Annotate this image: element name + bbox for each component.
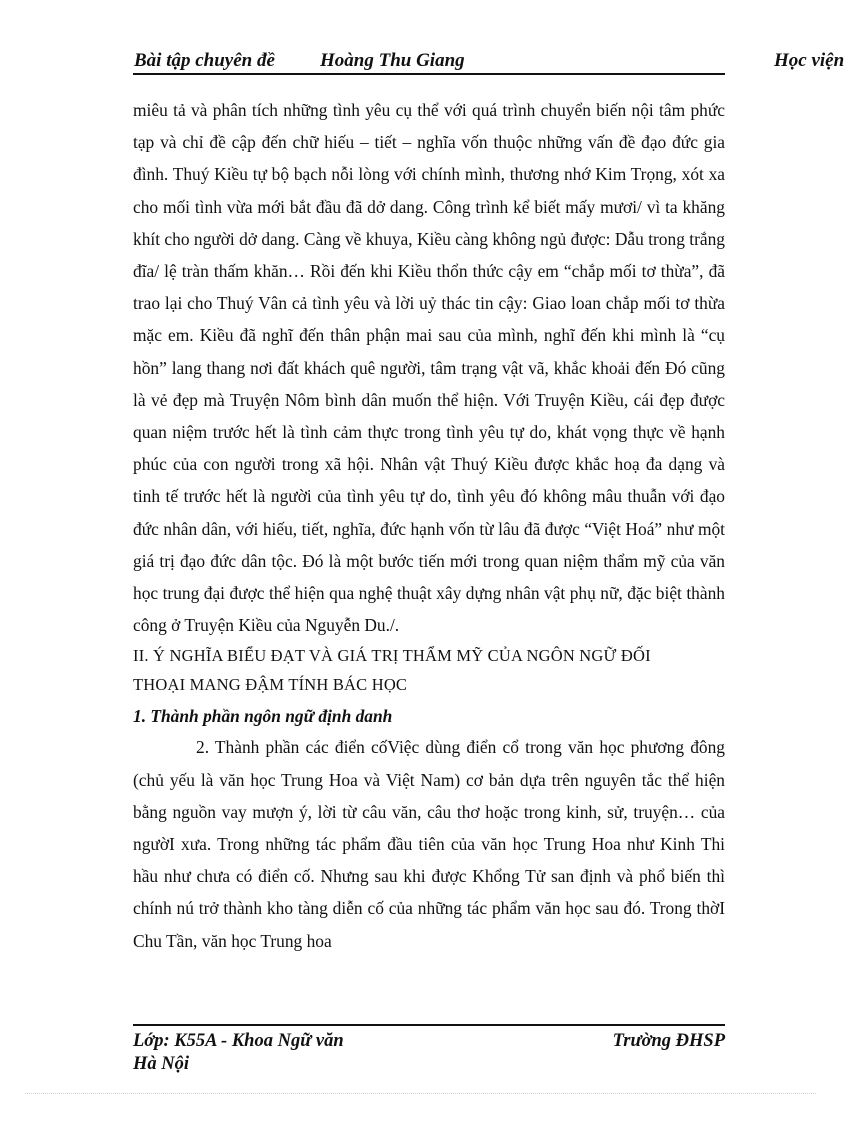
section-heading-line-2: THOẠI MANG ĐẬM TÍNH BÁC HỌC xyxy=(133,675,408,695)
footer-university: Trường ĐHSP xyxy=(612,1031,725,1051)
header-school: Học viện xyxy=(774,50,844,71)
header-rule xyxy=(133,73,725,75)
footer-city: Hà Nội xyxy=(133,1054,190,1074)
section-heading-line-1: II. Ý NGHĨA BIỂU ĐẠT VÀ GIÁ TRỊ THẨM MỸ CỦA NGÔN NGỮ ĐỐI xyxy=(133,646,651,666)
footer-rule xyxy=(133,1024,725,1026)
page-bottom-border xyxy=(25,1093,816,1094)
header-author: Hoàng Thu Giang xyxy=(320,50,465,71)
document-body xyxy=(133,94,725,957)
body-paragraph-2: 2. Thành phần các điển cốViệc dùng điển cổ trong văn học phương đông (chủ yếu là văn học Trung Hoa và Việt Nam) cơ bản dựa trên nguyên tắc thể hiện bằng nguồn vay mượn ý, lời từ câu văn, câu thơ hoặc trong kinh, sử, truyện… của ngườI xưa. Trong những tác phẩm đầu tiên của văn học Trung Hoa như Kinh Thi hầu như chưa có điển cố. Nhưng sau khi được Khổng Tử san định và phổ biến thì chính nú trở thành kho tàng diễn cố của những tác phẩm văn học sau đó. Trong thờI Chu Tần, văn học Trung hoa xyxy=(133,737,725,951)
header-title: Bài tập chuyên đề xyxy=(134,50,275,71)
page-header xyxy=(134,48,844,74)
page-footer xyxy=(133,1030,725,1076)
subheading: 1. Thành phần ngôn ngữ định danh xyxy=(133,706,393,727)
body-paragraph-1: miêu tả và phân tích những tình yêu cụ thể với quá trình chuyển biến nội tâm phức tạp và chỉ đề cập đến chữ hiếu – tiết – nghĩa vốn thuộc những vấn đề đạo đức gia đình. Thuý Kiều tự bộ bạch nỗi lòng với chính mình, thương nhớ Kim Trọng, xót xa cho mối tình vừa mới bắt đầu đã dở dang. Công trình kể biết mấy mươi/ vì ta khăng khít cho người dở dang. Càng về khuya, Kiều càng không ngủ được: Dẫu trong trắng đĩa/ lệ tràn thấm khăn… Rồi đến khi Kiều thổn thức cậy em “chắp mối tơ thừa”, đã trao lại cho Thuý Vân cả tình yêu và lời uỷ thác tin cậy: Giao loan chắp mối tơ thừa mặc em. Kiều đã nghĩ đến thân phận mai sau của mình, nghĩ đến khi mình là “cụ hồn” lang thang nơi đất khách quê người, tâm trạng vật vã, khắc khoải đến Đó cũng là vẻ đẹp mà Truyện Nôm bình dân muốn thể hiện. Với Truyện Kiều, cái đẹp được quan niệm trước hết là tình cảm thực trong tình yêu tự do, khát vọng thực về hạnh phúc của con người trong xã hội. Nhân vật Thuý Kiều được khắc hoạ đa dạng và tinh tế trước hết là người của tình yêu tự do, tình yêu đó không mâu thuẫn với đạo đức nhân dân, với hiếu, tiết, nghĩa, đức hạnh vốn từ lâu đã được “Việt Hoá” như một giá trị đạo đức dân tộc. Đó là một bước tiến mới trong quan niệm thẩm mỹ của văn học trung đại được thể hiện qua nghệ thuật xây dựng nhân vật phụ nữ, đặc biệt thành công ở Truyện Kiều của Nguyễn Du./. xyxy=(133,100,725,636)
footer-class: Lớp: K55A - Khoa Ngữ văn xyxy=(133,1031,344,1051)
